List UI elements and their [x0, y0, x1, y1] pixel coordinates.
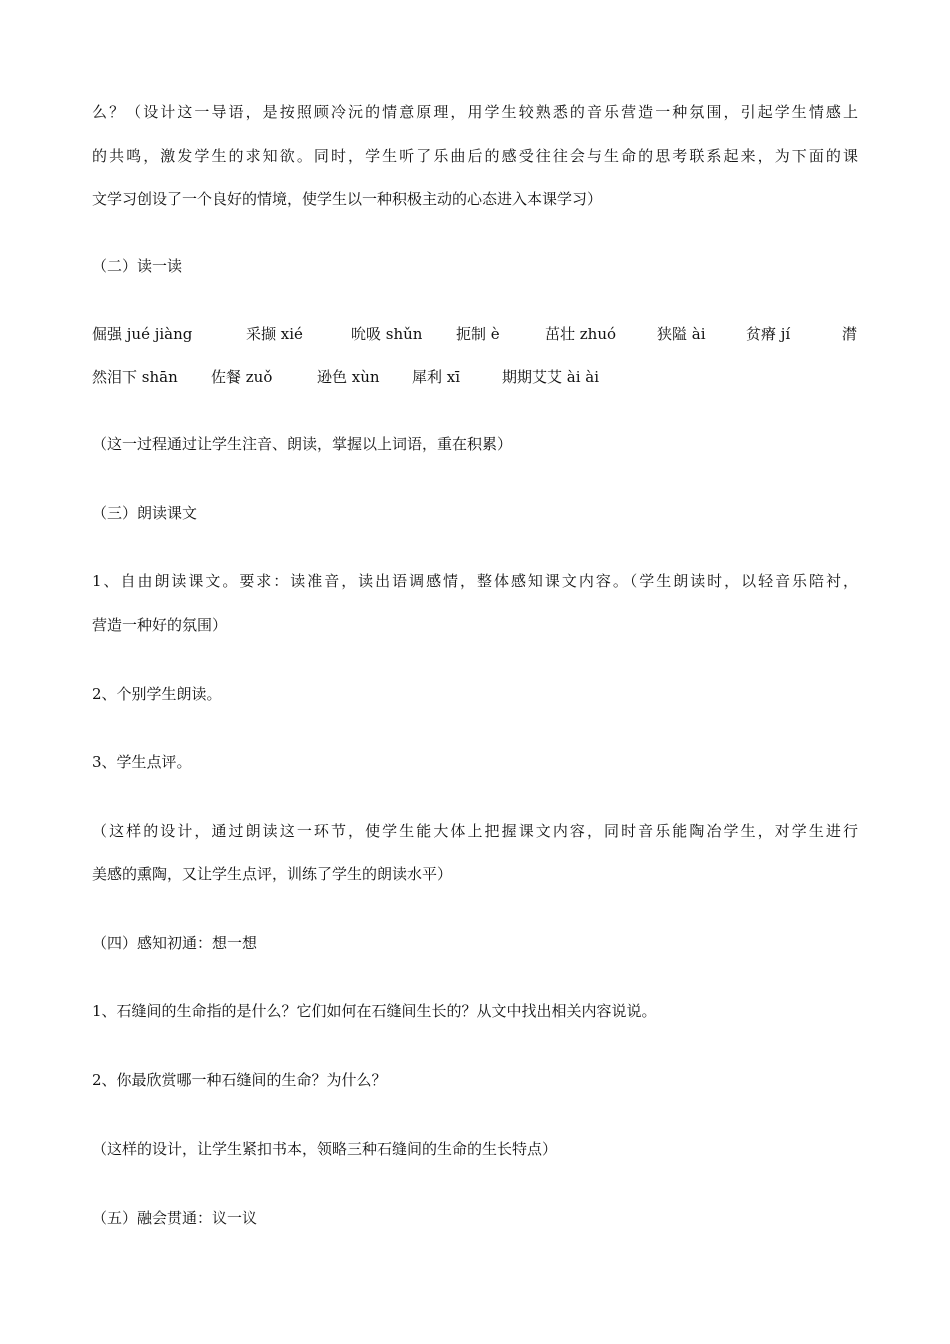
intro-line-2: 的共鸣，激发学生的求知欲。同时，学生听了乐曲后的感受往往会与生命的思考联系起来，为下面的课: [92, 147, 858, 165]
intro-line-3: 文学习创设了一个良好的情境，使学生以一种积极主动的心态进入本课学习）: [92, 190, 603, 208]
vocab-item: 贫瘠 jí: [746, 325, 791, 343]
section-3-item-1-line-1: 1、自由朗读课文。要求：读准音，读出语调感情，整体感知课文内容。（学生朗读时，以轻音乐陪衬，: [92, 572, 858, 590]
vocab-item: 佐餐 zuǒ: [211, 368, 273, 386]
intro-line-1: 么？（设计这一导语，是按照顾冷沅的情意原理，用学生较熟悉的音乐营造一种氛围，引起学生情感上: [92, 103, 858, 121]
vocab-item: 犀利 xī: [412, 368, 461, 386]
vocab-item: 茁壮 zhuó: [545, 325, 617, 343]
vocab-item: 然泪下 shān: [92, 368, 178, 386]
vocab-item: 吮吸 shǔn: [351, 325, 423, 343]
vocab-item: 逊色 xùn: [317, 368, 380, 386]
vocab-item: 狭隘 ài: [657, 325, 706, 343]
section-4-heading: （四）感知初通：想一想: [92, 934, 258, 952]
section-3-item-3: 3、学生点评。: [92, 753, 192, 771]
section-2-note: （这一过程通过让学生注音、朗读，掌握以上词语，重在积累）: [92, 435, 513, 453]
section-3-heading: （三）朗读课文: [92, 504, 198, 522]
section-5-heading: （五）融会贯通：议一议: [92, 1209, 258, 1227]
vocab-item: 潸: [842, 325, 858, 343]
vocab-item: 采撷 xié: [246, 325, 303, 343]
vocab-item: 倔强 jué jiàng: [92, 325, 193, 343]
section-3-note-line-2: 美感的熏陶，又让学生点评，训练了学生的朗读水平）: [92, 865, 453, 883]
section-4-item-2: 2、你最欣赏哪一种石缝间的生命？为什么？: [92, 1071, 387, 1089]
section-4-note: （这样的设计，让学生紧扣书本，领略三种石缝间的生命的生长特点）: [92, 1140, 558, 1158]
section-3-item-1-line-2: 营造一种好的氛围）: [92, 616, 228, 634]
vocab-item: 期期艾艾 ài ài: [502, 368, 600, 386]
vocab-item: 扼制 è: [456, 325, 500, 343]
section-2-heading: （二）读一读: [92, 257, 183, 275]
section-3-item-2: 2、个别学生朗读。: [92, 685, 222, 703]
section-4-item-1: 1、石缝间的生命指的是什么？它们如何在石缝间生长的？从文中找出相关内容说说。: [92, 1002, 657, 1020]
section-3-note-line-1: （这样的设计，通过朗读这一环节，使学生能大体上把握课文内容，同时音乐能陶冶学生，对学生进行: [92, 822, 858, 840]
